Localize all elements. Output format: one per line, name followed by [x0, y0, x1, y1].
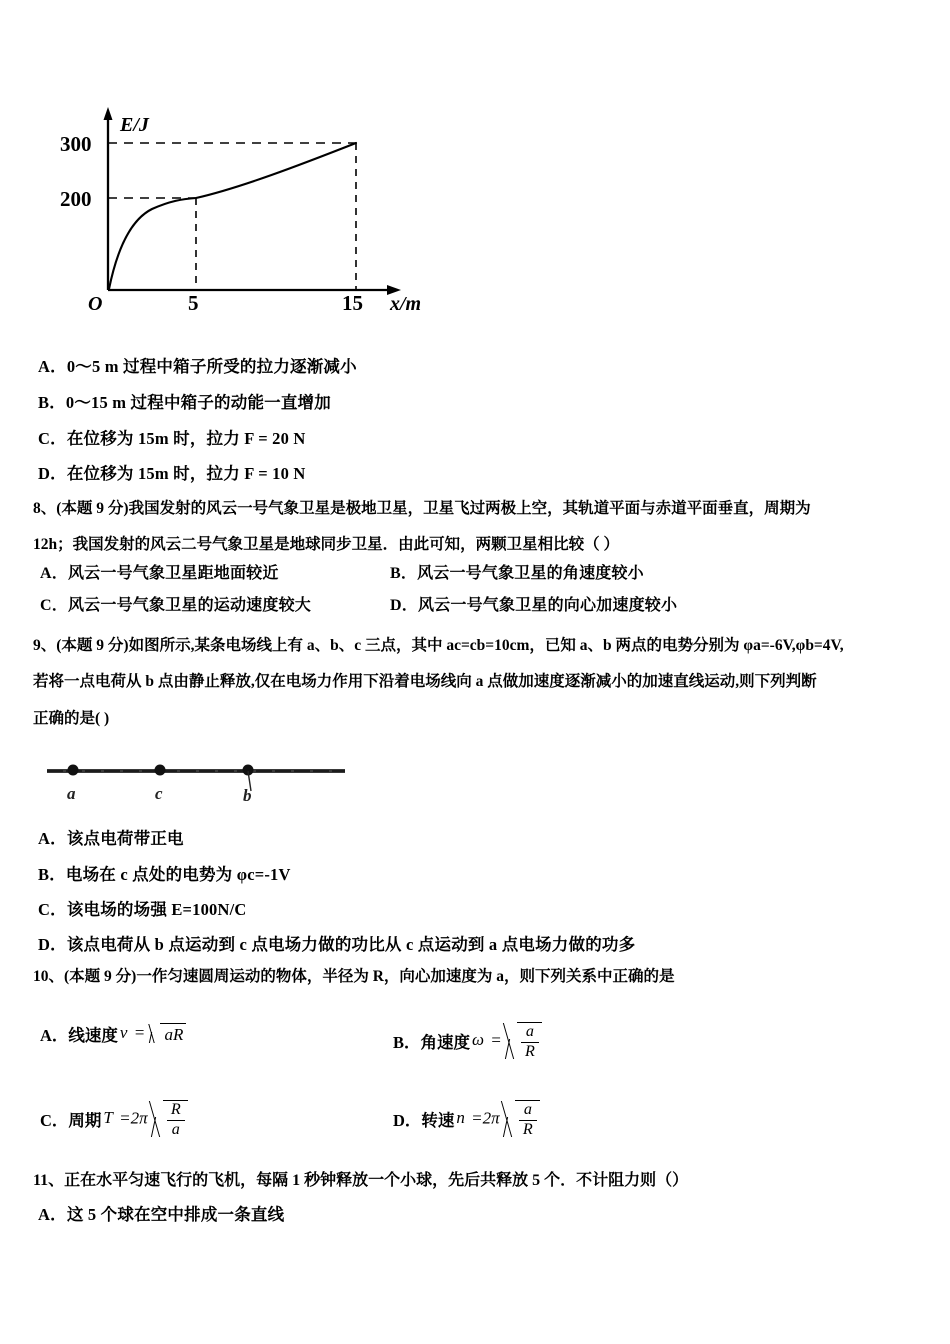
- y-axis-label: E/J: [120, 114, 149, 136]
- q9-stem-line-2: 若将一点电荷从 b 点由静止释放,仅在电场力作用下沿着电场线向 a 点做加速度逐渐减小的加速直线运动,则下列判断: [33, 673, 817, 690]
- q10-option-a-letter: A．: [40, 1026, 69, 1045]
- q8-option-d: [390, 597, 677, 615]
- q10-option-b-denominator: R: [521, 1042, 539, 1061]
- q9-option-a: [38, 830, 184, 849]
- field-line-svg: [45, 755, 355, 815]
- q8-option-a: [40, 565, 279, 583]
- q10-option-a-label: 线速度: [68, 1026, 118, 1045]
- q9-option-c-letter: C．: [38, 900, 67, 919]
- q10-option-b-label: 角速度: [420, 1033, 471, 1053]
- q10-option-c-numerator: R: [170, 1101, 181, 1118]
- q9-option-d-letter: D．: [38, 935, 67, 954]
- field-point-c-label: c: [155, 784, 163, 803]
- q8-option-d-text: 风云一号气象卫星的向心加速度较小: [417, 597, 678, 614]
- origin-label: O: [88, 293, 103, 310]
- q7-option-a: [38, 358, 357, 377]
- q10-option-c-formula: [101, 1100, 187, 1139]
- q10-option-b-var: ω: [472, 1030, 485, 1050]
- q10-option-d-eq: =2π: [471, 1108, 500, 1128]
- field-point-a-label: a: [67, 784, 76, 803]
- q8-option-a-text: 风云一号气象卫星距地面较近: [67, 565, 279, 582]
- q9-option-a-letter: A．: [38, 829, 67, 848]
- sqrt-icon: [504, 1100, 540, 1139]
- q10-stem: 10、(本题 9 分)一作匀速圆周运动的物体，半径为 R，向心加速度为 a，则下列关系中正确的是: [33, 968, 675, 985]
- q7-option-a-letter: A．: [38, 357, 67, 376]
- q7-option-a-text: 0〜5 m 过程中箱子所受的拉力逐渐减小: [66, 357, 357, 376]
- q10-option-b-fraction: [517, 1022, 542, 1061]
- q11-stem: 11、正在水平匀速飞行的飞机，每隔 1 秒钟释放一个小球，先后共释放 5 个．不计阻力则（）: [33, 1172, 689, 1189]
- q10-option-b-letter: B．: [393, 1033, 421, 1053]
- q10-option-c-label: 周期: [68, 1111, 102, 1131]
- q8-option-b: [390, 565, 644, 583]
- q10-option-b-eq: =: [490, 1030, 502, 1050]
- q8-option-b-letter: B．: [390, 565, 418, 582]
- q10-option-b-numerator: a: [525, 1023, 534, 1040]
- sqrt-icon: [506, 1022, 542, 1061]
- q7-option-d-letter: D．: [38, 464, 67, 483]
- q7-option-c-letter: C．: [38, 429, 67, 448]
- q10-option-a-var: v: [119, 1022, 128, 1042]
- q10-option-d-denominator: R: [519, 1120, 537, 1139]
- q9-option-d-text: 该点电荷从 b 点运动到 c 点电场力做的功比从 c 点运动到 a 点电场力做的功多: [66, 935, 636, 954]
- q10-option-a: [40, 1022, 186, 1046]
- q9-option-c: [38, 901, 247, 920]
- q9-stem-line-3: 正确的是( ): [33, 710, 110, 727]
- q8-stem-line-2: 12h；我国发射的风云二号气象卫星是地球同步卫星．由此可知，两颗卫星相比较（ ）: [33, 536, 619, 553]
- q9-option-b-letter: B．: [38, 865, 66, 884]
- y-tick-200: 200: [60, 187, 92, 211]
- x-axis-label: x/m: [390, 293, 422, 310]
- q8-stem-line-1: 8、(本题 9 分)我国发射的风云一号气象卫星是极地卫星，卫星飞过两极上空，其轨道平面与赤道平面垂直，周期为: [33, 500, 811, 517]
- q10-option-d-numerator: a: [523, 1101, 532, 1118]
- field-point-b-label: b: [243, 786, 252, 805]
- q10-option-c: [40, 1100, 188, 1139]
- q10-option-d-var: n: [456, 1108, 465, 1128]
- q10-option-b: [393, 1022, 542, 1061]
- q10-option-d-fraction: [515, 1100, 540, 1139]
- q11-option-a-text: 这 5 个球在空中排成一条直线: [66, 1205, 285, 1224]
- q8-option-c: [40, 597, 311, 615]
- q7-option-b-text: 0〜15 m 过程中箱子的动能一直增加: [65, 393, 331, 412]
- q10-option-d: [393, 1100, 540, 1139]
- q10-option-c-denominator: a: [167, 1120, 185, 1139]
- q9-option-b-text: 电场在 c 点处的电势为 φc=-1V: [65, 865, 291, 884]
- q11-option-a: [38, 1206, 284, 1225]
- q9-option-b: [38, 866, 291, 885]
- q7-option-d-text: 在位移为 15m 时，拉力 F = 10 N: [66, 464, 306, 483]
- q7-option-b-letter: B．: [38, 393, 66, 412]
- q10-option-b-formula: [470, 1022, 542, 1061]
- q8-option-a-letter: A．: [40, 565, 68, 582]
- q9-stem-line-1: 9、(本题 9 分)如图所示,某条电场线上有 a、b、c 三点，其中 ac=cb=10cm，已知 a、b 两点的电势分别为 φa=-6V,φb=4V,: [33, 637, 844, 654]
- x-tick-15: 15: [342, 291, 363, 310]
- q9-option-d: [38, 936, 635, 955]
- q8-option-d-letter: D．: [390, 597, 418, 614]
- q8-option-c-letter: C．: [40, 597, 68, 614]
- graph-svg: [60, 95, 430, 310]
- q10-option-a-formula: [118, 1023, 186, 1045]
- q10-option-a-radicand: aR: [160, 1023, 186, 1045]
- q7-option-c: [38, 430, 306, 449]
- q7-option-b: [38, 394, 331, 413]
- sqrt-icon: [152, 1100, 188, 1139]
- q10-option-d-formula: [454, 1100, 539, 1139]
- q7-option-d: [38, 465, 306, 484]
- field-line-diagram: [45, 755, 355, 815]
- x-tick-5: 5: [188, 291, 199, 310]
- energy-displacement-graph: [60, 95, 430, 310]
- q10-option-c-var: T: [103, 1108, 113, 1128]
- q11-option-a-letter: A．: [38, 1205, 67, 1224]
- q10-option-d-letter: D．: [393, 1111, 422, 1131]
- q8-option-c-text: 风云一号气象卫星的运动速度较大: [67, 597, 311, 614]
- q10-option-c-letter: C．: [40, 1111, 69, 1131]
- q9-option-c-text: 该电场的场强 E=100N/C: [66, 900, 247, 919]
- q10-option-c-eq: =2π: [119, 1108, 148, 1128]
- sqrt-icon: [149, 1023, 186, 1045]
- y-tick-300: 300: [60, 132, 92, 156]
- q7-option-c-text: 在位移为 15m 时，拉力 F = 20 N: [66, 429, 306, 448]
- q10-option-d-label: 转速: [421, 1111, 455, 1131]
- q8-option-b-text: 风云一号气象卫星的角速度较小: [417, 565, 644, 582]
- q9-option-a-text: 该点电荷带正电: [66, 829, 184, 848]
- q10-option-c-fraction: [163, 1100, 188, 1139]
- q10-option-a-eq: =: [133, 1022, 146, 1042]
